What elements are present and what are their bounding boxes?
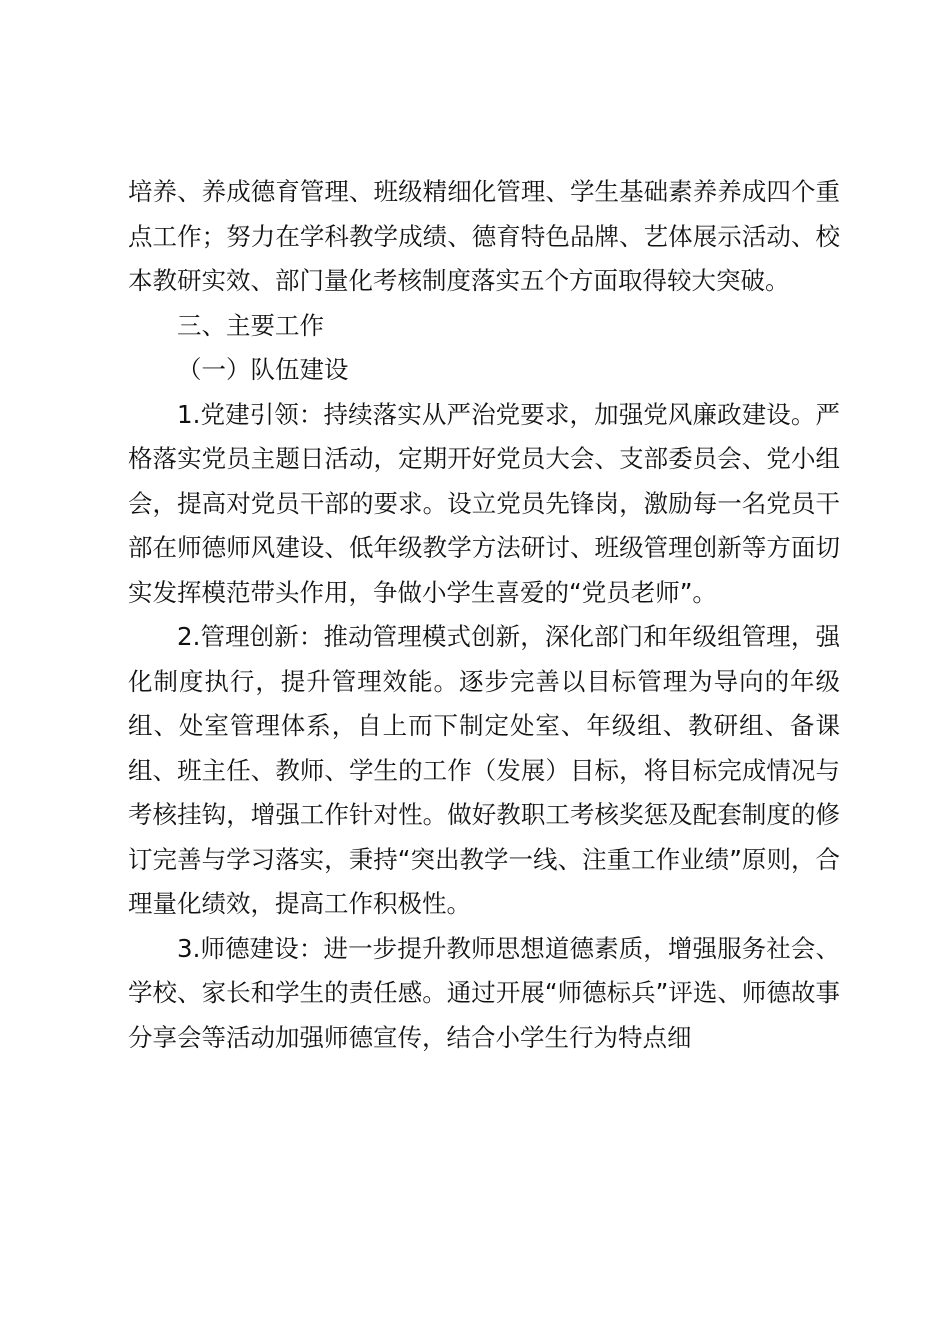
- section-heading-main-work: 三、主要工作: [177, 310, 324, 340]
- paragraph-management-innovation: 2.管理创新：推动管理模式创新，深化部门和年级组管理，强化制度执行，提升管理效能。逐步完善以目标管理为导向的年级组、处室管理体系，自上而下制定处室、年级组、教研组、备课组、班主任、教师、学生的工作（发展）目标，将目标完成情况与考核挂钩，增强工作针对性。做好教职工考核奖惩及配套制度的修订完善与学习落实，秉持“突出教学一线、注重工作业绩”原则，合理量化绩效，提高工作积极性。: [128, 622, 840, 918]
- paragraph-continuation: 培养、养成德育管理、班级精细化管理、学生基础素养养成四个重点工作；努力在学科教学成绩、德育特色品牌、艺体展示活动、校本教研实效、部门量化考核制度落实五个方面取得较大突破。: [128, 177, 840, 295]
- document-page: [128, 170, 840, 1060]
- subsection-heading-team-building: （一）队伍建设: [177, 355, 349, 384]
- paragraph-teacher-ethics: 3.师德建设：进一步提升教师思想道德素质，增强服务社会、学校、家长和学生的责任感。通过开展“师德标兵”评选、师德故事分享会等活动加强师德宣传，结合小学生行为特点细: [128, 933, 840, 1052]
- paragraph-party-building: 1.党建引领：持续落实从严治党要求，加强党风廉政建设。严格落实党员主题日活动，定期开好党员大会、支部委员会、党小组会，提高对党员干部的要求。设立党员先锋岗，激励每一名党员干部在师德师风建设、低年级教学方法研讨、班级管理创新等方面切实发挥模范带头作用，争做小学生喜爱的“党员老师”。: [128, 399, 840, 607]
